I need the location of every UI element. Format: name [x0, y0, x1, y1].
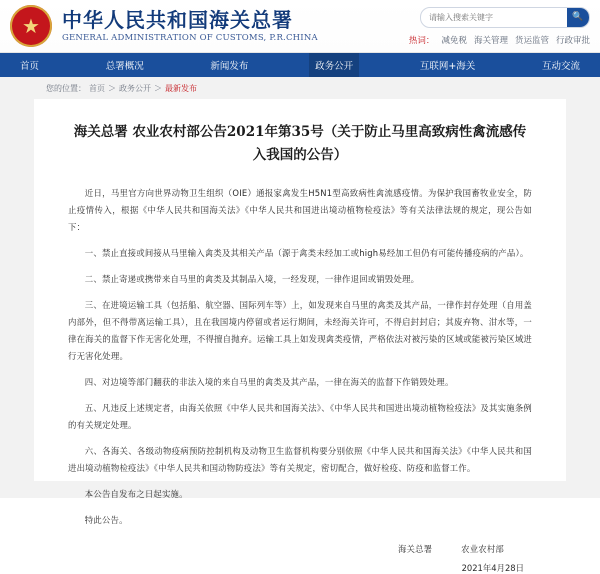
article-paragraph: 二、禁止寄递或携带来自马里的禽类及其制品入境，一经发现，一律作退回或销毁处理。: [84, 274, 420, 284]
article-paragraph: 近日，马里官方向世界动物卫生组织（OIE）通报家禽发生H5N1型高致病性禽流感疫情。为保护我国畜牧业安全，防止疫情传入，根据《中华人民共和国海关法》《中华人民共和国进出境动植物检疫法》等有关法律法规的规定，现公告如下：: [68, 188, 532, 232]
article-paragraph: 三、在进境运输工具（包括船、航空器、国际列车等）上，如发现来自马里的禽类及其产品，一律作封存处理（自用盖内部外，但不得带离运输工具），且在我国境内停留或者运行期间，未经海关许可，不得启封封启；其废弃物、泔水等，一律在海关的监督下作无害化处理，不得擅自抛弃。运输工具上如发现禽类疫情，严格依法对被污染的区域或能被污染区域进行无害化处理。: [68, 300, 532, 361]
breadcrumb-separator: ＞: [154, 83, 162, 93]
nav-item-home[interactable]: 首页: [20, 61, 40, 72]
site-logo[interactable]: [60, 8, 318, 44]
breadcrumb-item-home[interactable]: 首页: [89, 83, 105, 93]
nav-item-internet-customs[interactable]: 互联网+海关: [419, 61, 476, 72]
article-paragraph: 本公告自发布之日起实施。: [84, 489, 188, 499]
hotwords-label: 热词：: [408, 35, 435, 46]
breadcrumb-separator: ＞: [108, 83, 116, 93]
breadcrumb: [0, 77, 600, 99]
site-title-en: GENERAL ADMINISTRATION OF CUSTOMS, P.R.CHINA: [62, 33, 318, 43]
hotword-link[interactable]: 行政审批: [555, 35, 590, 46]
search-icon[interactable]: 🔍: [567, 8, 589, 27]
nav-item-government-affairs[interactable]: 政务公开: [309, 53, 359, 77]
nav-item-interaction[interactable]: 互动交流: [541, 61, 580, 72]
article-paragraph: 四、对边境等部门翻获的非法入境的来自马里的禽类及其产品，一律在海关的监督下作销毁处理。: [84, 377, 454, 387]
hotword-link[interactable]: 海关管理: [473, 35, 508, 46]
article-paragraph: 五、凡违反上述规定者，由海关依照《中华人民共和国海关法》、《中华人民共和国进出境动植物检疫法》及其实施条例的有关规定处理。: [68, 403, 532, 430]
site-header: [0, 0, 600, 53]
article-paragraph: 六、各海关、各级动物疫病预防控制机构及动物卫生监督机构要分别依照《中华人民共和国海关法》《中华人民共和国进出境动植物检疫法》《中华人民共和国动物防疫法》等有关规定，密切配合，做好检疫、防疫和监督工作。: [68, 446, 532, 473]
search-box[interactable]: [420, 7, 590, 28]
publish-date: 2021年4月28日: [461, 563, 524, 573]
page-title: 海关总署 农业农村部公告2021年第35号（关于防止马里高致病性禽流感传入我国的公告）: [73, 124, 527, 163]
search-input[interactable]: [421, 8, 567, 27]
hotword-link[interactable]: 减免税: [441, 35, 467, 46]
nav-item-news[interactable]: 新闻发布: [210, 61, 249, 72]
breadcrumb-prefix: 您的位置：: [46, 83, 86, 93]
header-right: [409, 7, 590, 46]
signature-unit-customs: 海关总署: [397, 544, 433, 554]
site-title-cn: 中华人民共和国海关总署: [62, 8, 293, 32]
hotword-link[interactable]: 货运监管: [514, 35, 549, 46]
signature-unit-agriculture: 农业农村部: [461, 544, 504, 554]
article-paragraph: 特此公告。: [84, 515, 128, 525]
nav-item-overview[interactable]: 总署概况: [105, 61, 144, 72]
signature-line: [62, 543, 538, 555]
national-emblem-icon: [10, 5, 52, 47]
hotwords-bar: [409, 34, 590, 46]
article-card: [34, 99, 566, 573]
main-nav: [0, 53, 600, 77]
breadcrumb-item-current: 最新发布: [165, 83, 197, 93]
article-paragraph: 一、禁止直接或间接从马里输入禽类及其相关产品（源于禽类未经加工或high易经加工但仍有可能传播疫病的产品）。: [84, 248, 529, 258]
article-body: [62, 185, 538, 529]
breadcrumb-item-government-affairs[interactable]: 政务公开: [119, 83, 151, 93]
